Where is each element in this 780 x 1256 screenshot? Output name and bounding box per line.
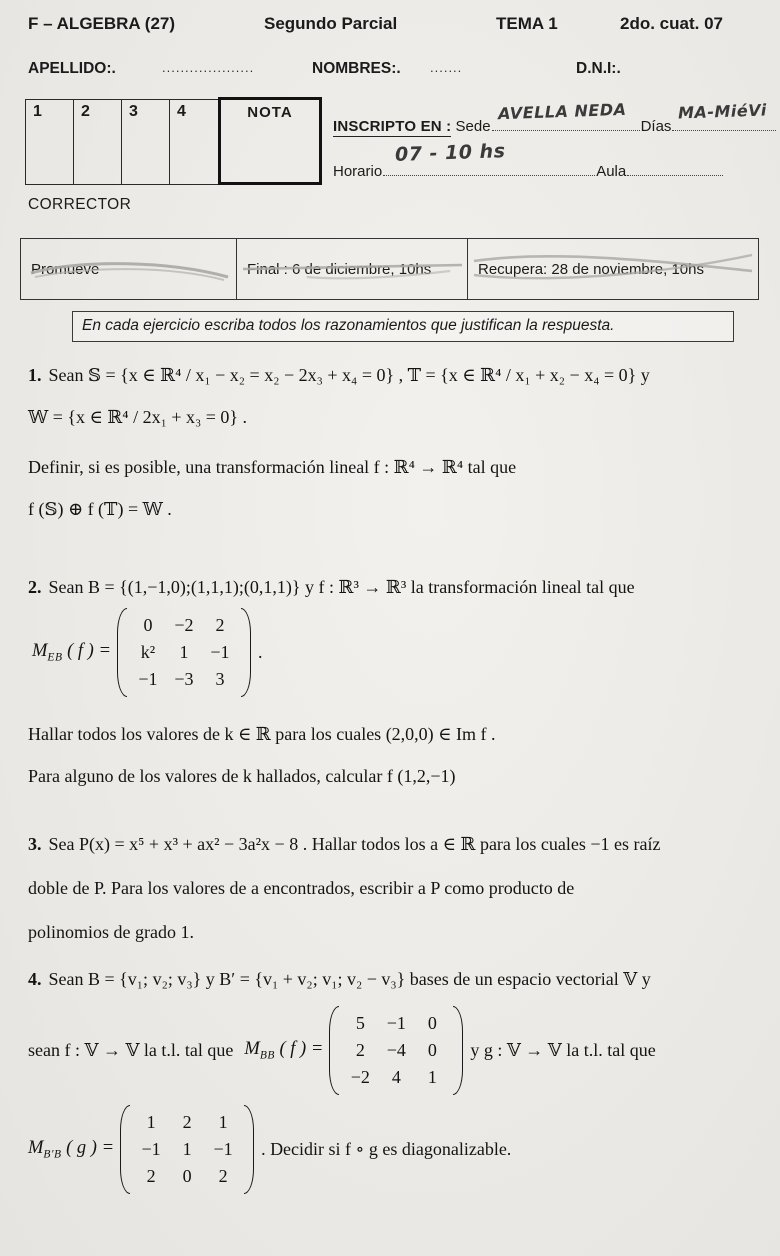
- apellido-field-dots: ....................: [162, 60, 255, 75]
- inscripto-label: INSCRIPTO EN :: [333, 118, 452, 135]
- aula-field: [627, 162, 723, 176]
- matrix-cell: 5: [355, 1013, 365, 1033]
- problem-line: sean f : 𝕍 → 𝕍 la t.l. tal que: [28, 1040, 234, 1060]
- problem-2: [28, 574, 763, 789]
- horario-label: Horario: [333, 163, 383, 180]
- matrix-label: $M_{BB}$ ( f ) =: [244, 1039, 324, 1062]
- matrix-paren-left: [117, 608, 127, 697]
- matrix-row: [133, 1136, 241, 1163]
- instruction-box: [72, 311, 734, 342]
- matrix-cell: 1: [179, 642, 189, 662]
- matrix-cell: −1: [213, 1139, 233, 1159]
- matrix-cell: −1: [386, 1013, 406, 1033]
- grade-cell-2: 2: [74, 100, 122, 184]
- matrix: [120, 1105, 254, 1194]
- problem-line: 4. Sean B = {v₁; v₂; v₃} y B′ = {v₁ + v₂; v₁; v₂ − v₃} bases de un espacio vectorial 𝕍 y: [28, 969, 651, 989]
- horario-handwriting: 07 - 10 hs: [394, 140, 506, 166]
- inscription-block: [333, 99, 779, 180]
- corrector-label: CORRECTOR: [28, 196, 132, 213]
- matrix-cell: 2: [146, 1166, 156, 1186]
- matrix-cell: 0: [143, 615, 153, 635]
- matrix-period: .: [257, 642, 263, 662]
- matrix-paren-right: [241, 608, 251, 697]
- nombres-field-dots: .......: [430, 60, 463, 75]
- recupera-cell: [468, 239, 758, 299]
- instruction-text: En cada ejercicio escriba todos los razonamientos que justifican la respuesta.: [82, 317, 615, 334]
- grade-cell-4: 4: [177, 103, 186, 120]
- aula-label: Aula: [596, 163, 627, 180]
- matrix-cell: 4: [391, 1067, 401, 1087]
- inscription-line-2: [333, 140, 779, 180]
- promueve-cell: [21, 239, 237, 299]
- horario-field: [383, 140, 595, 176]
- sede-field: [492, 99, 640, 131]
- promueve-text: Promueve: [31, 260, 100, 278]
- grade-cell-1: 1: [26, 100, 74, 184]
- final-text: Final : 6 de diciembre, 10hs: [247, 260, 432, 278]
- matrix-label: $M_{EB}$ ( f ) =: [32, 641, 111, 664]
- matrix-rows: [130, 1105, 244, 1194]
- final-cell: [237, 239, 468, 299]
- matrix-cell: 1: [427, 1067, 437, 1087]
- grade-cell-3: 3: [122, 100, 170, 184]
- matrix-equation: [28, 608, 763, 697]
- matrix-paren-left: [329, 1006, 339, 1095]
- matrix: [117, 608, 251, 697]
- dias-field: [672, 100, 776, 131]
- grade-cells: [25, 99, 218, 185]
- exam-title: Segundo Parcial: [264, 14, 398, 33]
- matrix-equation: [28, 1006, 763, 1095]
- problem-number: 3.: [28, 834, 42, 854]
- matrix-row: [342, 1010, 450, 1037]
- matrix-cell: 2: [218, 1166, 228, 1186]
- matrix-paren-right: [453, 1006, 463, 1095]
- problem-number: 4.: [28, 969, 42, 989]
- apellido-label: APELLIDO:.: [28, 60, 116, 77]
- matrix-cell: −2: [350, 1067, 370, 1087]
- matrix-cell: 2: [215, 615, 225, 635]
- dias-label: Días: [640, 118, 672, 135]
- dias-handwriting: MA-MiéVi: [678, 100, 768, 123]
- problem-line: 𝕎 = {x ∈ ℝ⁴ / 2x₁ + x₃ = 0} .: [28, 407, 248, 427]
- matrix-row: [130, 612, 238, 639]
- matrix-cell: −4: [386, 1040, 406, 1060]
- problem-line: Para alguno de los valores de k hallados, calcular f (1,2,−1): [28, 766, 456, 786]
- matrix-cell: −1: [210, 642, 230, 662]
- matrix-label: $M_{B'B}$ ( g ) =: [28, 1138, 115, 1161]
- problem-line: 1. Sean 𝕊 = {x ∈ ℝ⁴ / x₁ − x₂ = x₂ − 2x₃ + x₄ = 0} , 𝕋 = {x ∈ ℝ⁴ / x₁ + x₂ − x₄ = 0} y: [28, 365, 650, 385]
- matrix-cell: −1: [138, 669, 158, 689]
- matrix-paren-left: [120, 1105, 130, 1194]
- matrix-cell: 1: [182, 1139, 192, 1159]
- problem-line: Hallar todos los valores de k ∈ ℝ para los cuales (2,0,0) ∈ Im f .: [28, 724, 496, 744]
- matrix-row: [342, 1064, 450, 1091]
- matrix-cell: 2: [355, 1040, 365, 1060]
- problem-line: doble de P. Para los valores de a encontrados, escribir a P como producto de: [28, 878, 575, 898]
- problem-3: [28, 831, 763, 963]
- matrix-cell: 0: [427, 1040, 437, 1060]
- course-title: F – ALGEBRA (27): [28, 14, 176, 33]
- matrix-cell: 0: [182, 1166, 192, 1186]
- nombres-label: NOMBRES:.: [312, 60, 401, 77]
- matrix-paren-right: [244, 1105, 254, 1194]
- matrix-cell: k²: [140, 642, 156, 662]
- problem-line: 2. Sean B = {(1,−1,0);(1,1,1);(0,1,1)} y f : ℝ³ → ℝ³ la transformación lineal tal que: [28, 577, 635, 597]
- matrix-equation: [28, 1105, 763, 1194]
- term-label: 2do. cuat. 07: [620, 14, 723, 33]
- matrix-cell: 1: [146, 1112, 156, 1132]
- dni-label: D.N.I:.: [576, 60, 621, 77]
- matrix-subscript: BB: [259, 1049, 275, 1062]
- status-table: [20, 238, 759, 300]
- problem-line: Definir, si es posible, una transformación lineal f : ℝ⁴ → ℝ⁴ tal que: [28, 457, 517, 477]
- matrix-subscript: EB: [47, 651, 63, 664]
- nota-label: NOTA: [247, 104, 293, 121]
- matrix-row: [130, 666, 238, 693]
- matrix-subscript: B′B: [43, 1148, 62, 1161]
- problem-4: [28, 966, 763, 1194]
- problem-number: 2.: [28, 577, 42, 597]
- sede-label: Sede: [455, 118, 491, 135]
- problem-line: . Decidir si f ∘ g es diagonalizable.: [261, 1139, 512, 1159]
- grade-grid: [25, 99, 322, 185]
- problem-number: 1.: [28, 365, 42, 385]
- matrix-cell: 3: [215, 669, 225, 689]
- recupera-text: Recupera: 28 de noviembre, 10hs: [478, 260, 704, 278]
- matrix-cell: 1: [218, 1112, 228, 1132]
- matrix-cell: −2: [174, 615, 194, 635]
- matrix-cell: 2: [182, 1112, 192, 1132]
- inscription-line-1: [333, 99, 779, 135]
- problem-line: f (𝕊) ⊕ f (𝕋) = 𝕎 .: [28, 499, 172, 519]
- matrix-row: [130, 639, 238, 666]
- matrix-row: [133, 1163, 241, 1190]
- matrix-row: [342, 1037, 450, 1064]
- matrix: [329, 1006, 463, 1095]
- tema-label: TEMA 1: [496, 14, 558, 33]
- sede-handwriting: AVELLA NEDA: [497, 99, 627, 124]
- matrix-rows: [339, 1006, 453, 1095]
- matrix-cell: −3: [174, 669, 194, 689]
- problem-line: y g : 𝕍 → 𝕍 la t.l. tal que: [470, 1040, 656, 1060]
- matrix-row: [133, 1109, 241, 1136]
- matrix-cell: 0: [427, 1013, 437, 1033]
- matrix-cell: −1: [141, 1139, 161, 1159]
- problem-1: [28, 362, 763, 522]
- matrix-rows: [127, 608, 241, 697]
- nota-box: [218, 97, 322, 185]
- problem-line: polinomios de grado 1.: [28, 922, 194, 942]
- problem-line: 3. Sea P(x) = x⁵ + x³ + ax² − 3a²x − 8 . Hallar todos los a ∈ ℝ para los cuales −1 es raíz: [28, 834, 661, 854]
